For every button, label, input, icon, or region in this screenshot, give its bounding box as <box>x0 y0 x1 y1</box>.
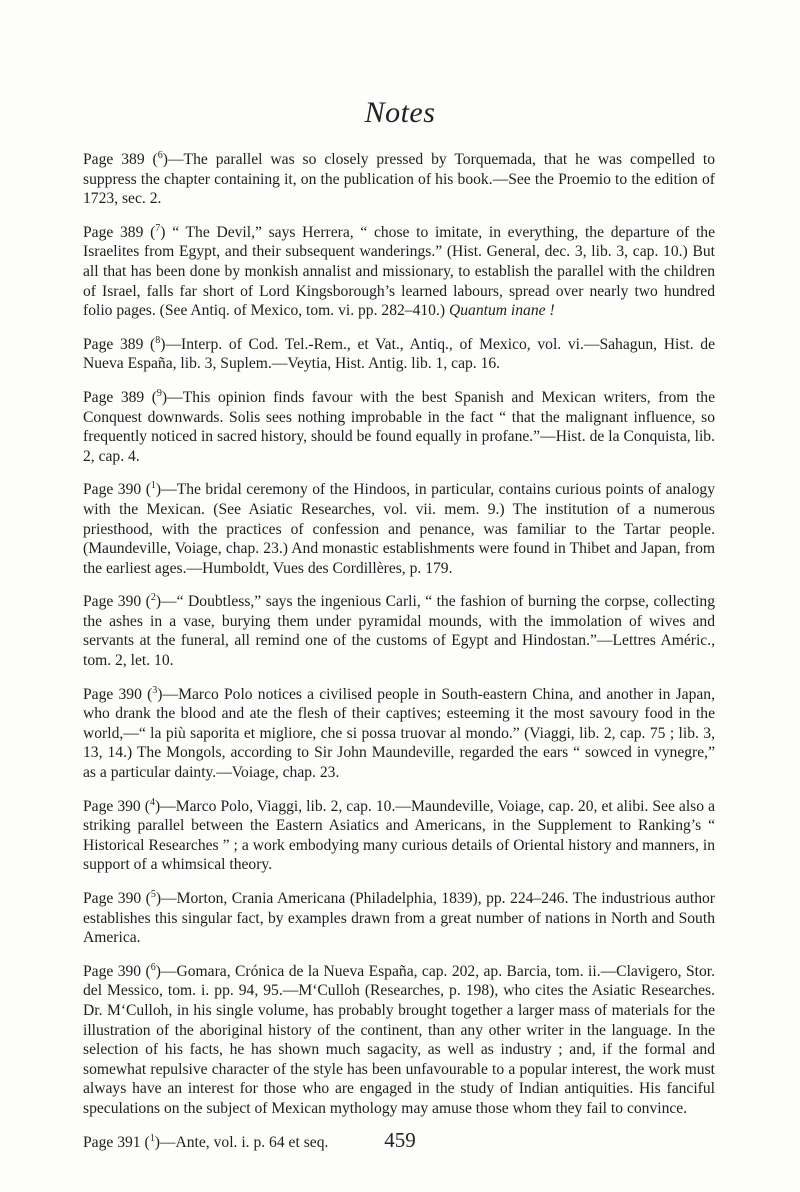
note-389-6: Page 389 ($^6$)—The parallel was so closely pressed by Torquemada, that he was compelled to suppress the chapter containing it, on the publication of his book.—See the Proemio to the edition of 1723, sec. 2. <box>83 149 715 208</box>
note-number: 1 <box>149 1132 155 1144</box>
note-page-ref: Page 389 <box>83 388 145 406</box>
note-number: 3 <box>152 684 158 696</box>
note-number: 2 <box>150 592 156 604</box>
note-text: —Gomara, Crónica de la Nueva España, cap. 202, ap. Barcia, tom. ii.—Clavigero, Stor. del Messico, tom. i. pp. 94, 95.—M‘Culloh (Researches, p. 198), who cites the Asiatic Researches. Dr. M‘Culloh, in his single volume, has probably brought together a larger mass of materials for the illustration of the aboriginal history of the continent, than any other writer in the language. In the selection of his facts, he has shown much sagacity, as well as industry ; and, if the formal and somewhat repulsive character of the style has been unfavourable to a popular interest, the work must always have an interest for those who are engaged in the study of Indian antiquities. His fanciful speculations on the subject of Mexican mythology may amuse those whom they fail to convince. <box>83 962 715 1117</box>
note-page-ref: Page 390 <box>83 962 142 980</box>
note-page-ref: Page 390 <box>83 797 141 815</box>
note-number: 1 <box>150 480 156 492</box>
note-389-8: Page 389 ($^8$)—Interp. of Cod. Tel.-Rem., et Vat., Antiq., of Mexico, vol. vi.—Sahagun, Hist. de Nueva España, lib. 3, Suplem.—Veytia, Hist. Antig. lib. 1, cap. 16. <box>83 334 716 373</box>
note-text: —Marco Polo notices a civilised people in South-eastern China, and another in Japan, who drank the blood and ate the flesh of their captives; esteeming it the most savoury food in the world,—“ la più saporita et migliore, che si possa truovar al mondo.” (Viaggi, lib. 2, cap. 75 ; lib. 3, 13, 14.) The Mongols, according to Sir John Maundeville, regarded the ears “ sowced in vynegre,” as a particular dainty.—Voiage, chap. 23. <box>83 685 715 782</box>
note-number: 5 <box>150 888 156 900</box>
note-390-4: Page 390 ($^4$)—Marco Polo, Viaggi, lib. 2, cap. 10.—Maundeville, Voiage, cap. 20, et alibi. See also a striking parallel between the Eastern Asiatics and Americans, in the Supplement to Ranking’s “ Historical Researches ” ; a work embodying many curious details of Oriental history and manners, in support of a whimsical theory. <box>83 796 715 874</box>
note-page-ref: Page 390 <box>83 685 142 703</box>
note-text: —Morton, Crania Americana (Philadelphia, 1839), pp. 224–246. The industrious author establishes this singular fact, by examples drawn from a great number of nations in North and South America. <box>83 890 715 947</box>
note-text: —Marco Polo, Viaggi, lib. 2, cap. 10.—Maundeville, Voiage, cap. 20, et alibi. See also a striking parallel between the Eastern Asiatics and Americans, in the Supplement to Ranking’s “ Historical Researches ” ; a work embodying many curious details of Oriental history and manners, in support of a whimsical theory. <box>83 797 715 874</box>
note-text: —Interp. of Cod. Tel.-Rem., et Vat., Antiq., of Mexico, vol. vi.—Sahagun, Hist. de Nueva España, lib. 3, Suplem.—Veytia, Hist. Antig. lib. 1, cap. 16. <box>83 335 716 373</box>
note-number: 9 <box>156 387 162 399</box>
page-number: 459 <box>384 1128 416 1152</box>
note-page-ref: Page 390 <box>83 593 142 611</box>
notes-list <box>83 150 715 1166</box>
note-390-2: Page 390 ($^2$)—“ Doubtless,” says the ingenious Carli, “ the fashion of burning the corpse, collecting the ashes in a vase, burying them under pyramidal mounds, with the immolation of wives and servants at the funeral, all remind one of the customs of Egypt and Hindostan.”—Lettres Améric., tom. 2, let. 10. <box>83 592 715 670</box>
note-italic-phrase: Quantum inane ! <box>448 302 555 320</box>
note-389-7: Page 389 ($^7$) “ The Devil,” says Herrera, “ chose to imitate, in everything, the departure of the Israelites from Egypt, and their subsequent wanderings.” (Hist. General, dec. 3, lib. 3, cap. 10.) But all that has been done by monkish annalist and missionary, to establish the parallel with the children of Israel, falls far short of Lord Kingsborough’s learned labours, spread over nearly two hundred folio pages. (See Antiq. of Mexico, tom. vi. pp. 282–410.) Quantum inane ! <box>83 222 715 320</box>
note-text: —“ Doubtless,” says the ingenious Carli, “ the fashion of burning the corpse, collecting the ashes in a vase, burying them under pyramidal mounds, with the immolation of wives and servants at the funeral, all remind one of the customs of Egypt and Hindostan.”—Lettres Améric., tom. 2, let. 10. <box>83 593 715 670</box>
note-text: —This opinion finds favour with the best Spanish and Mexican writers, from the Conquest downwards. Solis sees nothing improbable in the fact “ that the malignant influence, so frequently noticed in sacred history, should be found equally in profane.”—Hist. de la Conquista, lib. 2, cap. 4. <box>83 388 715 465</box>
note-number: 6 <box>150 961 156 973</box>
note-390-6: Page 390 ($^6$)—Gomara, Crónica de la Nueva España, cap. 202, ap. Barcia, tom. ii.—Clavigero, Stor. del Messico, tom. i. pp. 94, 95.—M‘Culloh (Researches, p. 198), who cites the Asiatic Researches. Dr. M‘Culloh, in his single volume, has probably brought together a larger mass of materials for the illustration of the aboriginal history of the continent, than any other writer in the language. In the selection of his facts, he has shown much sagacity, as well as industry ; and, if the formal and somewhat repulsive character of the style has been unfavourable to a popular interest, the work must always have an interest for those who are engaged in the study of Indian antiquities. His fanciful speculations on the subject of Mexican mythology may amuse those whom they fail to convince. <box>83 961 715 1117</box>
note-page-ref: Page 389 <box>83 223 144 241</box>
running-head: Notes <box>364 96 436 129</box>
note-number: 7 <box>155 222 161 234</box>
note-390-3: Page 390 ($^3$)—Marco Polo notices a civilised people in South-eastern China, and another in Japan, who drank the blood and ate the flesh of their captives; esteeming it the most savoury food in the world,—“ la più saporita et migliore, che si possa truovar al mondo.” (Viaggi, lib. 2, cap. 75 ; lib. 3, 13, 14.) The Mongols, according to Sir John Maundeville, regarded the ears “ sowced in vynegre,” as a particular dainty.—Voiage, chap. 23. <box>83 684 715 782</box>
note-390-1: Page 390 ($^1$)—The bridal ceremony of the Hindoos, in particular, contains curious points of analogy with the Mexican. (See Asiatic Researches, vol. vii. mem. 9.) The institution of a numerous priesthood, with the practices of confession and penance, was familiar to the Tartar people. (Maundeville, Voiage, chap. 23.) And monastic establishments were found in Thibet and Japan, from the earliest ages.—Humboldt, Vues des Cordillères, p. 179. <box>83 480 715 577</box>
note-page-ref: Page 390 <box>83 890 142 907</box>
note-text: —The bridal ceremony of the Hindoos, in particular, contains curious points of analogy with the Mexican. (See Asiatic Researches, vol. vii. mem. 9.) The institution of a numerous priesthood, with the practices of confession and penance, was familiar to the Tartar people. (Maundeville, Voiage, chap. 23.) And monastic establishments were found in Thibet and Japan, from the earliest ages.—Humboldt, Vues des Cordillères, p. 179. <box>83 481 715 577</box>
note-text: “ The Devil,” says Herrera, “ chose to imitate, in everything, the departure of the Israelites from Egypt, and their subsequent wanderings.” (Hist. General, dec. 3, lib. 3, cap. 10.) But all that has been done by monkish annalist and missionary, to establish the parallel with the children of Israel, falls far short of Lord Kingsborough’s learned labours, spread over nearly two hundred folio pages. (See Antiq. of Mexico, tom. vi. pp. 282–410.) <box>83 223 715 320</box>
note-page-ref: Page 390 <box>83 481 142 499</box>
note-number: 6 <box>157 149 163 161</box>
note-389-9: Page 389 ($^9$)—This opinion finds favour with the best Spanish and Mexican writers, from the Conquest downwards. Solis sees nothing improbable in the fact “ that the malignant influence, so frequently noticed in sacred history, should be found equally in profane.”—Hist. de la Conquista, lib. 2, cap. 4. <box>83 387 715 465</box>
note-391-1: Page 391 ($^1$)—Ante, vol. i. p. 64 et seq. <box>83 1132 329 1151</box>
note-text: —The parallel was so closely pressed by Torquemada, that he was compelled to suppress the chapter containing it, on the publication of his book.—See the Proemio to the edition of 1723, sec. 2. <box>83 151 715 208</box>
note-number: 8 <box>155 334 161 346</box>
note-page-ref: Page 389 <box>83 151 145 168</box>
note-text: —Ante, vol. i. p. 64 et seq. <box>159 1133 329 1151</box>
note-390-5: Page 390 ($^5$)—Morton, Crania Americana (Philadelphia, 1839), pp. 224–246. The industrious author establishes this singular fact, by examples drawn from a great number of nations in North and South America. <box>83 888 715 947</box>
note-page-ref: Page 391 <box>83 1133 141 1151</box>
note-page-ref: Page 389 <box>83 335 144 353</box>
note-number: 4 <box>149 796 155 808</box>
